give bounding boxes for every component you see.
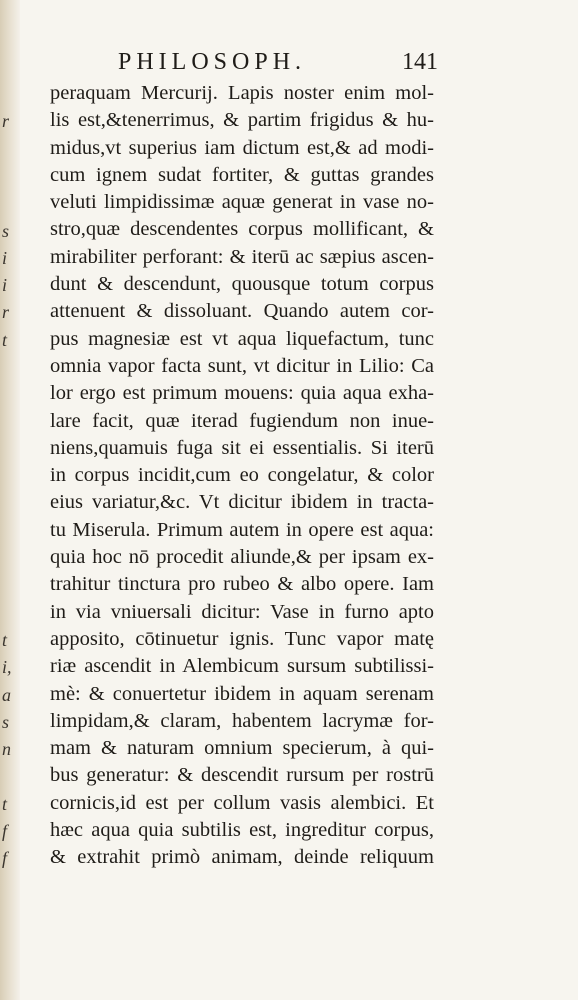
page-number: 141 (402, 49, 438, 75)
page-header (118, 48, 438, 82)
text-line: niens,quamuis fuga sit ei essentialis. Si iterū (50, 436, 434, 459)
text-line: tu Miserula. Primum autem in opere est aqua: (50, 518, 434, 541)
margin-bleed-glyph: n (2, 739, 11, 760)
text-line: mirabiliter perforant: & iterū ac sæpius ascen- (50, 245, 434, 268)
text-line: lor ergo est primum mouens: quia aqua exha- (50, 382, 434, 405)
margin-bleed-glyph: t (2, 793, 8, 814)
margin-bleed-glyph: a (2, 684, 11, 705)
text-line: limpidam,& claram, habentem lacrymæ for- (50, 709, 434, 732)
text-line: trahitur tinctura pro rubeo & albo opere. Iam (50, 573, 434, 596)
text-line: stro,quæ descendentes corpus mollificant, & (50, 218, 434, 241)
margin-bleed-glyph: r (2, 111, 10, 132)
text-line: mam & naturam omnium specierum, à qui- (50, 737, 434, 760)
margin-bleed-glyph: s (2, 220, 10, 241)
text-line: pus magnesiæ est vt aqua liquefactum, tunc (50, 327, 434, 350)
text-line: eius variatur,&c. Vt dicitur ibidem in tracta- (50, 491, 434, 514)
margin-bleed-glyph: i (2, 275, 8, 296)
body-text (50, 80, 434, 872)
text-line: in via vniuersali dicitur: Vase in furno apto (50, 600, 434, 623)
text-line: lis est,&tenerrimus, & partim frigidus & hu- (50, 109, 434, 132)
text-line: midus,vt superius iam dictum est,& ad modi- (50, 136, 434, 159)
text-line: quia hoc nō procedit aliunde,& per ipsam ex- (50, 546, 434, 569)
text-line: omnia vapor facta sunt, vt dicitur in Lilio: Ca (50, 354, 434, 377)
text-line: hæc aqua quia subtilis est, ingreditur corpus, (50, 819, 434, 842)
margin-bleed-glyph: i, (2, 657, 12, 678)
text-line: veluti limpidissimæ aquæ generat in vase no- (50, 191, 434, 214)
text-line: peraquam Mercurij. Lapis noster enim mol- (50, 82, 434, 104)
margin-bleed-glyph: f (2, 848, 8, 869)
text-line: apposito, cōtinuetur ignis. Tunc vapor matę (50, 627, 434, 650)
text-line: mè: & conuertetur ibidem in aquam serenam (50, 682, 434, 705)
text-line: attenuent & dissoluant. Quando autem cor- (50, 300, 434, 323)
text-line: bus generatur: & descendit rursum per rostrū (50, 764, 434, 787)
margin-bleed-glyph: i (2, 247, 8, 268)
margin-bleed-glyph: r (2, 302, 10, 323)
text-line: in corpus incidit,cum eo congelatur, & color (50, 464, 434, 487)
running-title: PHILOSOPH. (118, 49, 307, 75)
text-line: riæ ascendit in Alembicum sursum subtilissi- (50, 655, 434, 678)
margin-bleed-glyph: t (2, 329, 8, 350)
margin-bleed-glyph: f (2, 821, 8, 842)
text-line: lare facit, quæ iterad fugiendum non inue- (50, 409, 434, 432)
text-line: cornicis,id est per collum vasis alembici. Et (50, 791, 434, 814)
text-line: & extrahit primò animam, deinde reliquum (50, 846, 434, 869)
margin-bleed-glyph: t (2, 630, 8, 650)
text-line: dunt & descendunt, quousque totum corpus (50, 273, 434, 296)
margin-bleed-glyph: s (2, 711, 10, 732)
text-line: cum ignem sudat fortiter, & guttas grandes (50, 163, 434, 186)
